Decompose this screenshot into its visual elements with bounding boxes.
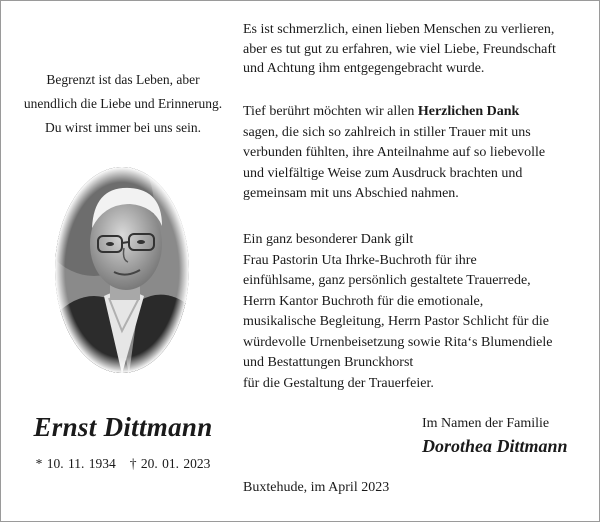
text-segment: Tief berührt möchten wir allen bbox=[243, 104, 418, 119]
text-line: und vielfältige Weise zum Ausdruck brachten und bbox=[243, 165, 523, 181]
text-line: Frau Pastorin Uta Ihrke-Buchroth für ihre bbox=[243, 252, 477, 268]
family-signature: Dorothea Dittmann bbox=[422, 436, 568, 456]
text-line: Herrn Kantor Buchroth für die emotionale, bbox=[243, 293, 484, 309]
paragraph-intro bbox=[243, 20, 588, 79]
paragraph-thanks bbox=[243, 102, 588, 205]
place-date: Buxtehude, im April 2023 bbox=[243, 480, 390, 495]
text-line: sagen, die sich so zahlreich in stiller Trauer mit uns bbox=[243, 124, 531, 140]
text-line: Ein ganz besonderer Dank gilt bbox=[243, 232, 414, 247]
portrait-photo bbox=[54, 166, 190, 374]
quote-line: Du wirst immer bei uns sein. bbox=[45, 120, 201, 135]
bold-thanks: Herzlichen Dank bbox=[417, 104, 520, 119]
text-line: und Bestattungen Brunckhorst bbox=[243, 355, 414, 370]
memorial-quote bbox=[14, 68, 232, 140]
text-line: Es ist schmerzlich, einen lieben Menschen zu verlieren, bbox=[243, 22, 555, 37]
quote-line: Begrenzt ist das Leben, aber bbox=[46, 72, 200, 87]
text-line: musikalische Begleitung, Herrn Pastor Schlicht für die bbox=[243, 314, 549, 329]
life-dates bbox=[14, 456, 232, 472]
text-line: verbunden fühlten, ihre Anteilnahme auf so liebevolle bbox=[243, 145, 546, 160]
text-line: aber es tut gut zu erfahren, wie viel Liebe, Freundschaft bbox=[243, 41, 556, 57]
family-label: Im Namen der Familie bbox=[422, 416, 550, 431]
text-line: gemeinsam mit uns Abschied nahmen. bbox=[243, 186, 459, 201]
text-line: würdevolle Urnenbeisetzung sowie Rita‘s Blumendiele bbox=[243, 334, 553, 350]
text-line: und Achtung ihm entgegengebracht wurde. bbox=[243, 61, 485, 76]
quote-line: unendlich die Liebe und Erinnerung. bbox=[23, 96, 223, 111]
birth-date: * 10. 11. 1934 bbox=[35, 456, 116, 471]
text-line bbox=[243, 102, 588, 123]
deceased-name: Ernst Dittmann bbox=[33, 412, 213, 442]
text-line: für die Gestaltung der Trauerfeier. bbox=[243, 375, 434, 391]
death-date: † 20. 01. 2023 bbox=[129, 456, 211, 471]
paragraph-special-thanks bbox=[243, 230, 588, 394]
text-line: einfühlsame, ganz persönlich gestaltete Trauerrede, bbox=[243, 273, 531, 288]
